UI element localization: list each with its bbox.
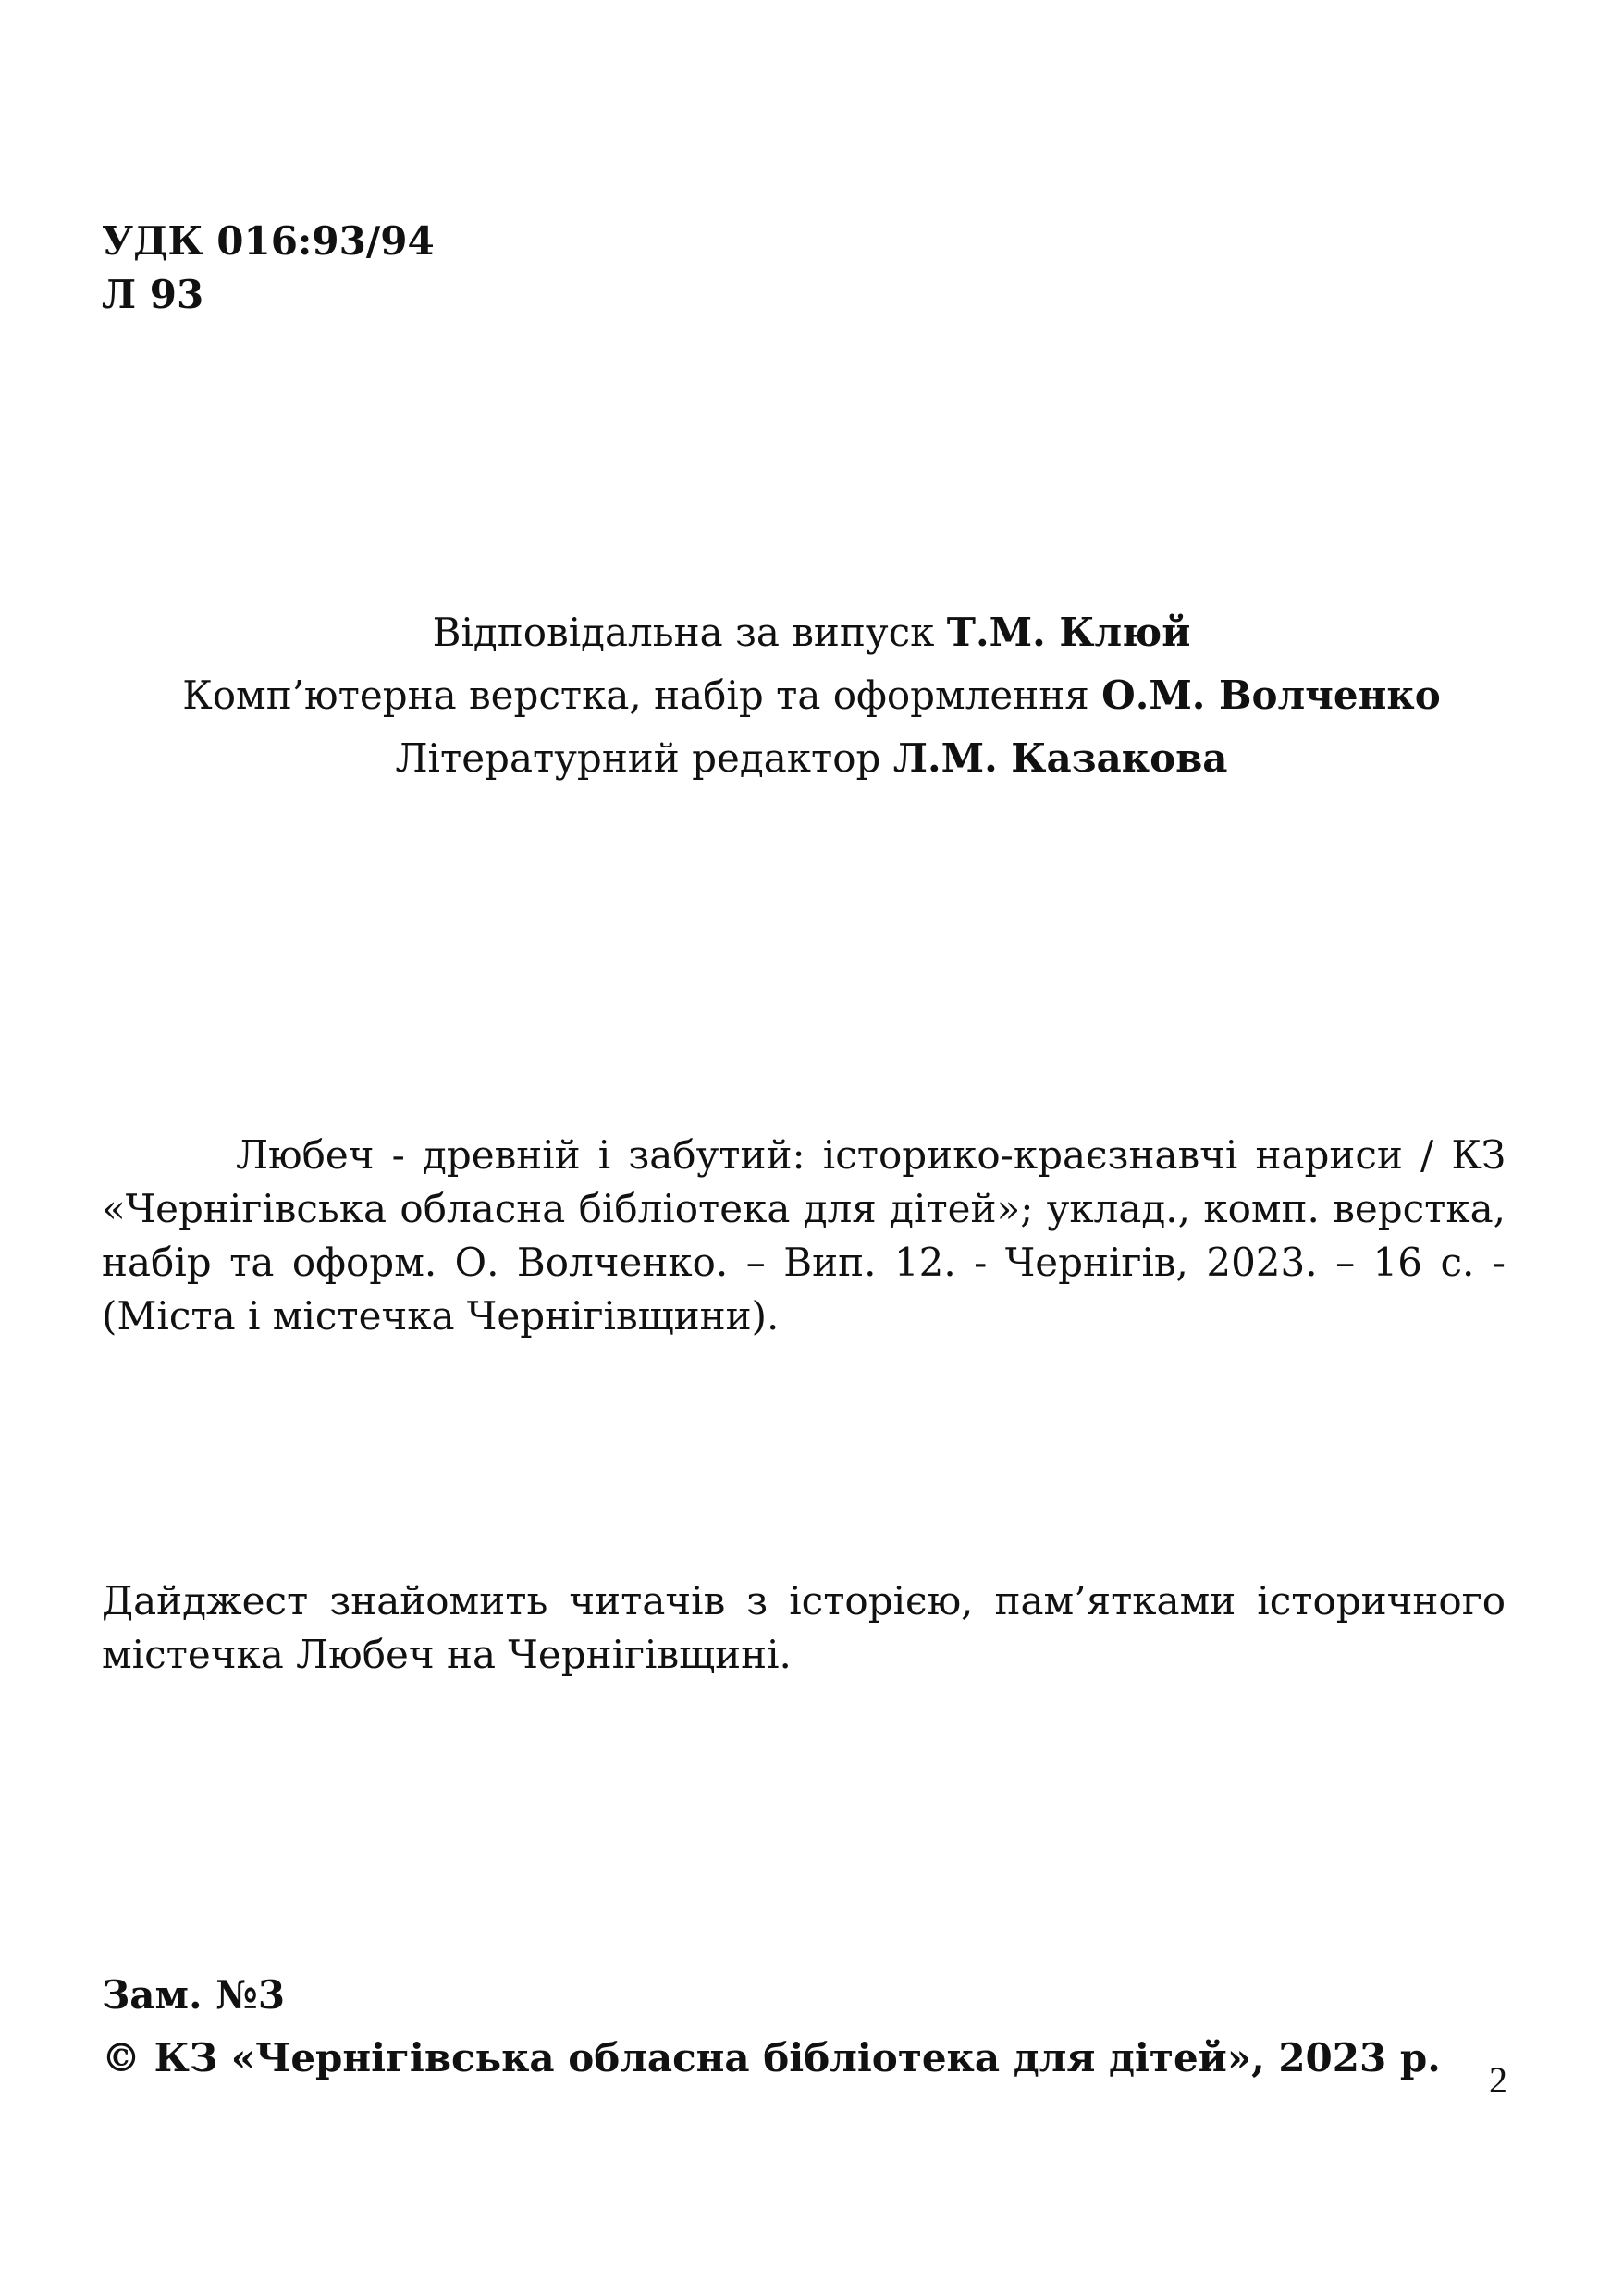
editor-name: Л.М. Казакова xyxy=(892,735,1228,781)
responsible-label: Відповідальна за випуск xyxy=(432,610,935,655)
layout-line xyxy=(0,664,1623,727)
responsible-line xyxy=(0,601,1623,664)
layout-label: Комп’ютерна верстка, набір та оформлення xyxy=(182,673,1089,718)
layout-name: О.М. Волченко xyxy=(1101,673,1441,718)
udk-code: УДК 016:93/94 xyxy=(102,218,435,264)
copyright-line: © КЗ «Чернігівська обласна бібліотека для дітей», 2023 р. xyxy=(102,2035,1441,2080)
editor-line xyxy=(0,727,1623,790)
bibliographic-entry: Любеч - древній і забутий: історико-краєзнавчі нариси / КЗ «Чернігівська обласна бібліотека для дітей»; уклад., комп. верстка, набір та оформ. О. Волченко. – Вип. 12. - Чернігів, 2023. – 16 с. - (Міста і містечка Чернігівщини). xyxy=(102,1132,1506,1339)
imprint-footer xyxy=(102,1964,1441,2090)
responsible-name: Т.М. Клюй xyxy=(946,610,1191,655)
classification-block xyxy=(102,215,435,322)
page-number: 2 xyxy=(1489,2059,1507,2101)
annotation-text: Дайджест знайомить читачів з історією, пам’ятками історичного містечка Любеч на Чернігівщині. xyxy=(102,1578,1506,1677)
credits-block xyxy=(0,601,1623,790)
order-number: Зам. №3 xyxy=(102,1972,286,2018)
editor-label: Літературний редактор xyxy=(395,735,881,781)
author-mark: Л 93 xyxy=(102,272,204,317)
